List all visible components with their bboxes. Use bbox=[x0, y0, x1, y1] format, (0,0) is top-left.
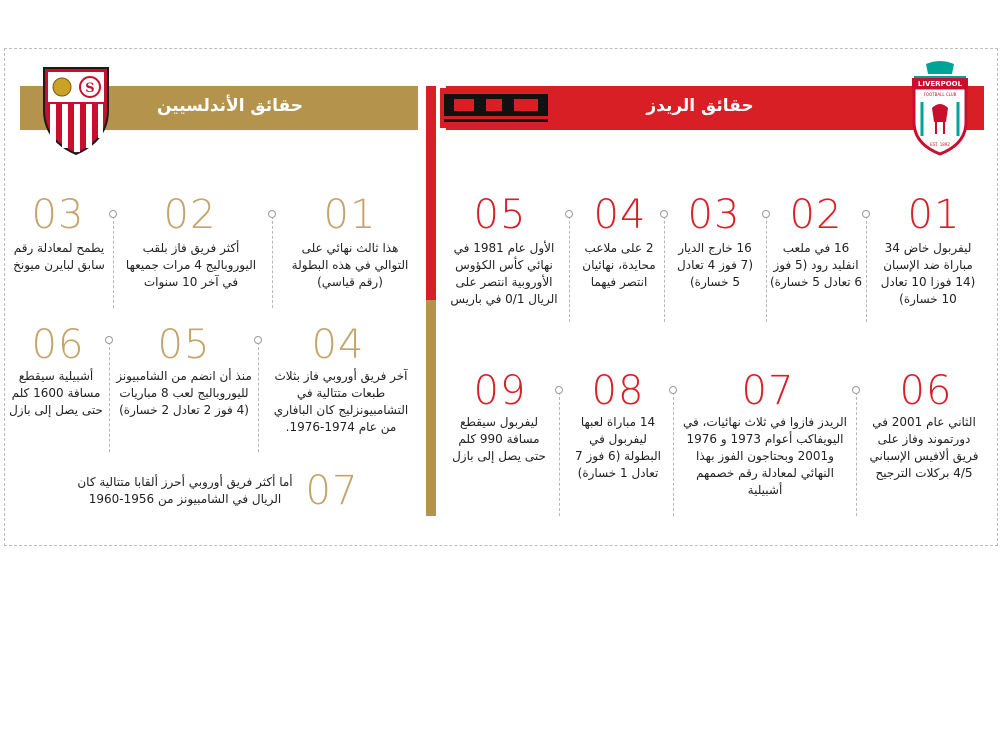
separator-dot bbox=[660, 210, 668, 218]
liverpool-fact-8-number: 08 bbox=[591, 368, 645, 414]
liverpool-crest-sub: FOOTBALL CLUB bbox=[923, 92, 957, 97]
sevilla-header-title: حقائق الأندلسيين bbox=[156, 96, 304, 116]
makkah-logo bbox=[440, 88, 552, 128]
liverpool-crest-est: EST. 1892 bbox=[930, 142, 950, 147]
separator bbox=[569, 216, 571, 322]
separator-dot bbox=[565, 210, 573, 218]
sevilla-crest-letters: S bbox=[85, 81, 95, 96]
liverpool-fact-2-number: 02 bbox=[789, 192, 843, 238]
sevilla-fact-6-number: 06 bbox=[31, 322, 85, 368]
liverpool-fact-6-text: الثاني عام 2001 في دورتموند وفاز على فريق ألافيس الإسباني 4/5 بركلات الترجيح bbox=[869, 415, 979, 480]
liverpool-fact-6-number: 06 bbox=[899, 368, 953, 414]
liverpool-fact-3-text: 16 خارج الديار (7 فوز 4 تعادل 5 خسارة) bbox=[677, 241, 753, 289]
liverpool-fact-7-number: 07 bbox=[741, 368, 795, 414]
liverpool-fact-1-number: 01 bbox=[907, 192, 961, 238]
sevilla-fact-5-text: منذ أن انضم من الشامبيونز لليوروباليج لعب 8 مباريات (4 فوز 2 تعادل 2 خسارة) bbox=[116, 369, 252, 417]
separator-dot bbox=[862, 210, 870, 218]
liverpool-crest-icon bbox=[906, 60, 974, 156]
sevilla-fact-3-text: يطمح لمعادلة رقم سابق لبايرن ميونخ bbox=[13, 241, 105, 272]
panel-divider-red bbox=[426, 86, 436, 300]
sevilla-fact-7-number: 07 bbox=[305, 468, 359, 514]
sevilla-fact-4-number: 04 bbox=[311, 322, 365, 368]
separator-dot bbox=[105, 336, 113, 344]
sevilla-fact-2-text: أكثر فريق فاز بلقب اليوروباليج 4 مرات جميعها في آخر 10 سنوات bbox=[125, 241, 257, 289]
separator bbox=[113, 216, 115, 308]
liverpool-fact-1-text: ليفربول خاض 34 مباراة ضد الإسبان (14 فوزا 10 تعادل 10 خسارة) bbox=[880, 241, 976, 306]
separator bbox=[109, 342, 111, 452]
liverpool-fact-4-number: 04 bbox=[593, 192, 647, 238]
sevilla-fact-5-number: 05 bbox=[157, 322, 211, 368]
separator-dot bbox=[254, 336, 262, 344]
separator-dot bbox=[555, 386, 563, 394]
separator bbox=[272, 216, 274, 308]
panel-divider-gold bbox=[426, 300, 436, 516]
liverpool-fact-2-text: 16 في ملعب انفليد رود (5 فوز 6 تعادل 5 خسارة) bbox=[769, 241, 863, 289]
separator bbox=[856, 392, 858, 516]
sevilla-fact-7-text: أما أكثر فريق أوروبي أحرز ألقابا متتالية كان الريال في الشامبيونز من 1956-1960 bbox=[77, 475, 293, 506]
liverpool-header-title: حقائق الريدز bbox=[646, 96, 754, 116]
separator-dot bbox=[268, 210, 276, 218]
sevilla-fact-1-number: 01 bbox=[323, 192, 377, 238]
liverpool-fact-8-text: 14 مباراة لعبها ليفربول في البطولة (6 فوز 7 تعادل 1 خسارة) bbox=[575, 415, 661, 480]
separator bbox=[673, 392, 675, 516]
separator bbox=[258, 342, 260, 452]
separator-dot bbox=[669, 386, 677, 394]
makkah-logo-text: مكة bbox=[492, 110, 500, 115]
liverpool-fact-9-text: ليفربول سيقطع مسافة 990 كلم حتى يصل إلى بازل bbox=[452, 415, 546, 463]
separator bbox=[664, 216, 666, 322]
separator bbox=[766, 216, 768, 322]
separator bbox=[559, 392, 561, 516]
liverpool-fact-4-text: 2 على ملاعب محايدة، نهائيان انتصر فيهما bbox=[582, 241, 656, 289]
sevilla-fact-2-number: 02 bbox=[163, 192, 217, 238]
liverpool-fact-9-number: 09 bbox=[473, 368, 527, 414]
liverpool-crest-name: LIVERPOOL bbox=[917, 80, 963, 88]
separator-dot bbox=[762, 210, 770, 218]
liverpool-fact-7-text: الريدز فازوا في ثلاث نهائيات، في اليويفاكب أعوام 1973 و 1976 و2001 وبحتاجون الفوز بهذا النهائي لمعادلة رقم خصمهم أشبيلية bbox=[682, 415, 848, 497]
liverpool-fact-3-number: 03 bbox=[687, 192, 741, 238]
sevilla-fact-3-number: 03 bbox=[31, 192, 85, 238]
sevilla-fact-1-text: هذا ثالث نهائي على التوالي في هذه البطولة (رقم قياسي) bbox=[291, 241, 409, 289]
sevilla-crest-icon bbox=[40, 62, 112, 156]
sevilla-fact-4-text: آخر فريق أوروبي فاز بثلاث طبعات متتالية في التشامبيونزليج كان البافاري من عام 1974-1976. bbox=[273, 369, 409, 434]
liverpool-fact-5-number: 05 bbox=[473, 192, 527, 238]
liverpool-fact-5-text: الأول عام 1981 في نهائي كأس الكؤوس الأوروبية انتصر على الريال 0/1 في باريس bbox=[450, 241, 558, 306]
sevilla-fact-6-text: أشبيلية سيقطع مسافة 1600 كلم حتى يصل إلى بازل bbox=[9, 369, 103, 417]
separator-dot bbox=[852, 386, 860, 394]
separator-dot bbox=[109, 210, 117, 218]
separator bbox=[866, 216, 868, 322]
